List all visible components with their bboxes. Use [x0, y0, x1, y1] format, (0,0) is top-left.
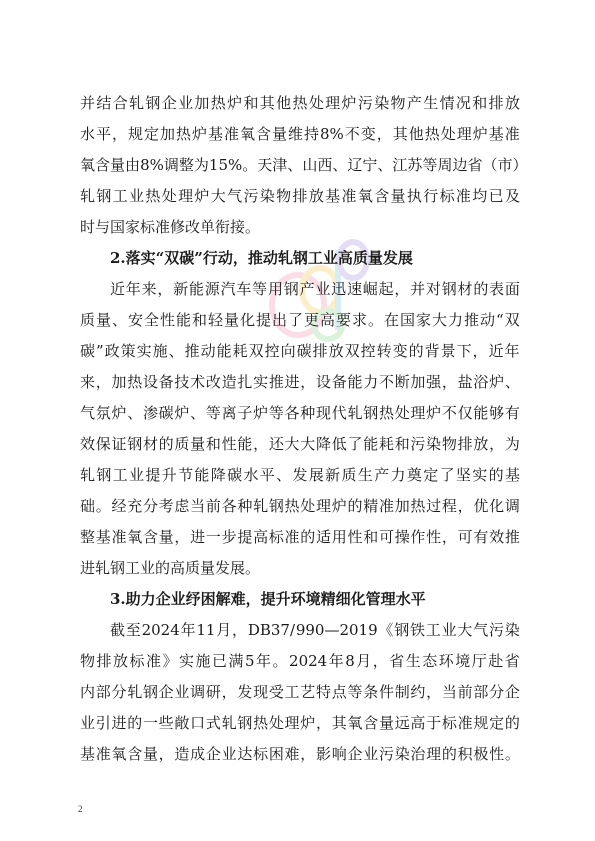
text-line: 并 结 合 轧 钢 企 业 加 热 炉 和 其 他 热 处 理 炉 污 染 物 产 生 情 况 和 排 放: [80, 94, 520, 112]
text-line: 整 基 准 氧 含 量 ， 进 一 步 提 高 标 准 的 适 用 性 和 可 操 作 性 ， 可 有 效 推: [80, 528, 520, 546]
text-line: 水 平 ， 规 定 加 热 炉 基 准 氧 含 量 维 持 8% 不 变 ， 其 他 热 处 理 炉 基 准: [80, 125, 520, 143]
text-line: 截 至 2024 年 11 月 ， DB37/ 990—2019 《 钢 铁 工 业 大 气 污 染: [110, 621, 520, 639]
text-line: 基 准 氧 含 量 ， 造 成 企 业 达 标 困 难 ， 影 响 企 业 污 染 治 理 的 积 极 性 。: [80, 745, 520, 763]
text-line: 物 排 放 标 准 》 实 施 已 满 5 年 。 2024 年 8 月 ， 省 生 态 环 境 厅 赴 省: [80, 652, 520, 670]
text-line: 气 氛 炉 、 渗 碳 炉 、 等 离 子 炉 等 各 种 现 代 轧 钢 热 处 理 炉 不 仅 能 够 有: [80, 404, 520, 422]
text-line: 轧 钢 工 业 提 升 节 能 降 碳 水 平 、 发 展 新 质 生 产 力 奠 定 了 坚 实 的 基: [80, 466, 520, 484]
text-line: 时与国家标准修改单衔接。: [80, 218, 261, 236]
text-line: 轧 钢 工 业 热 处 理 炉 大 气 污 染 物 排 放 基 准 氧 含 量 执 行 标 准 均 已 及: [80, 187, 520, 205]
text-line: 碳 ” 政 策 实 施 、 推 动 能 耗 双 控 向 碳 排 放 双 控 转 变 的 背 景 下 ， 近 年: [80, 342, 520, 360]
text-line: 业 引 进 的 一 些 敞 口 式 轧 钢 热 处 理 炉 ， 其 氧 含 量 远 高 于 标 准 规 定 的: [80, 714, 520, 732]
text-line: 效 保 证 钢 材 的 质 量 和 性 能 ， 还 大 大 降 低 了 能 耗 和 污 染 物 排 放 ， 为: [80, 435, 520, 453]
section-heading: 2.落实“双碳”行动，推动轧钢工业高质量发展: [110, 249, 413, 267]
text-line: 质 量 、 安 全 性 能 和 轻 量 化 提 出 了 更 高 要 求 。 在 国 家 大 力 推 动 “ 双: [80, 311, 520, 329]
text-line: 进轧钢工业的高质量发展。: [80, 559, 261, 577]
text-line: 近 年 来 ， 新 能 源 汽 车 等 用 钢 产 业 迅 速 崛 起 ， 并 对 钢 材 的 表 面: [110, 280, 520, 298]
text-line: 内 部 分 轧 钢 企 业 调 研 ， 发 现 受 工 艺 特 点 等 条 件 制 约 ， 当 前 部 分 企: [80, 683, 520, 701]
text-line: 础 。 经 充 分 考 虑 当 前 各 种 轧 钢 热 处 理 炉 的 精 准 加 热 过 程 ， 优 化 调: [80, 497, 520, 515]
section-heading: 3.助力企业纾困解难，提升环境精细化管理水平: [110, 590, 426, 608]
text-line: 氧 含 量 由 8% 调 整 为 15% 。 天 津 、 山 西 、 辽 宁 、 江 苏 等 周 边 省 （ 市 ）: [80, 156, 528, 174]
document-body: [80, 88, 528, 770]
page-number: 2: [78, 804, 83, 814]
text-line: 来 ， 加 热 设 备 技 术 改 造 扎 实 推 进 ， 设 备 能 力 不 断 加 强 ， 盐 浴 炉 、: [80, 373, 520, 391]
